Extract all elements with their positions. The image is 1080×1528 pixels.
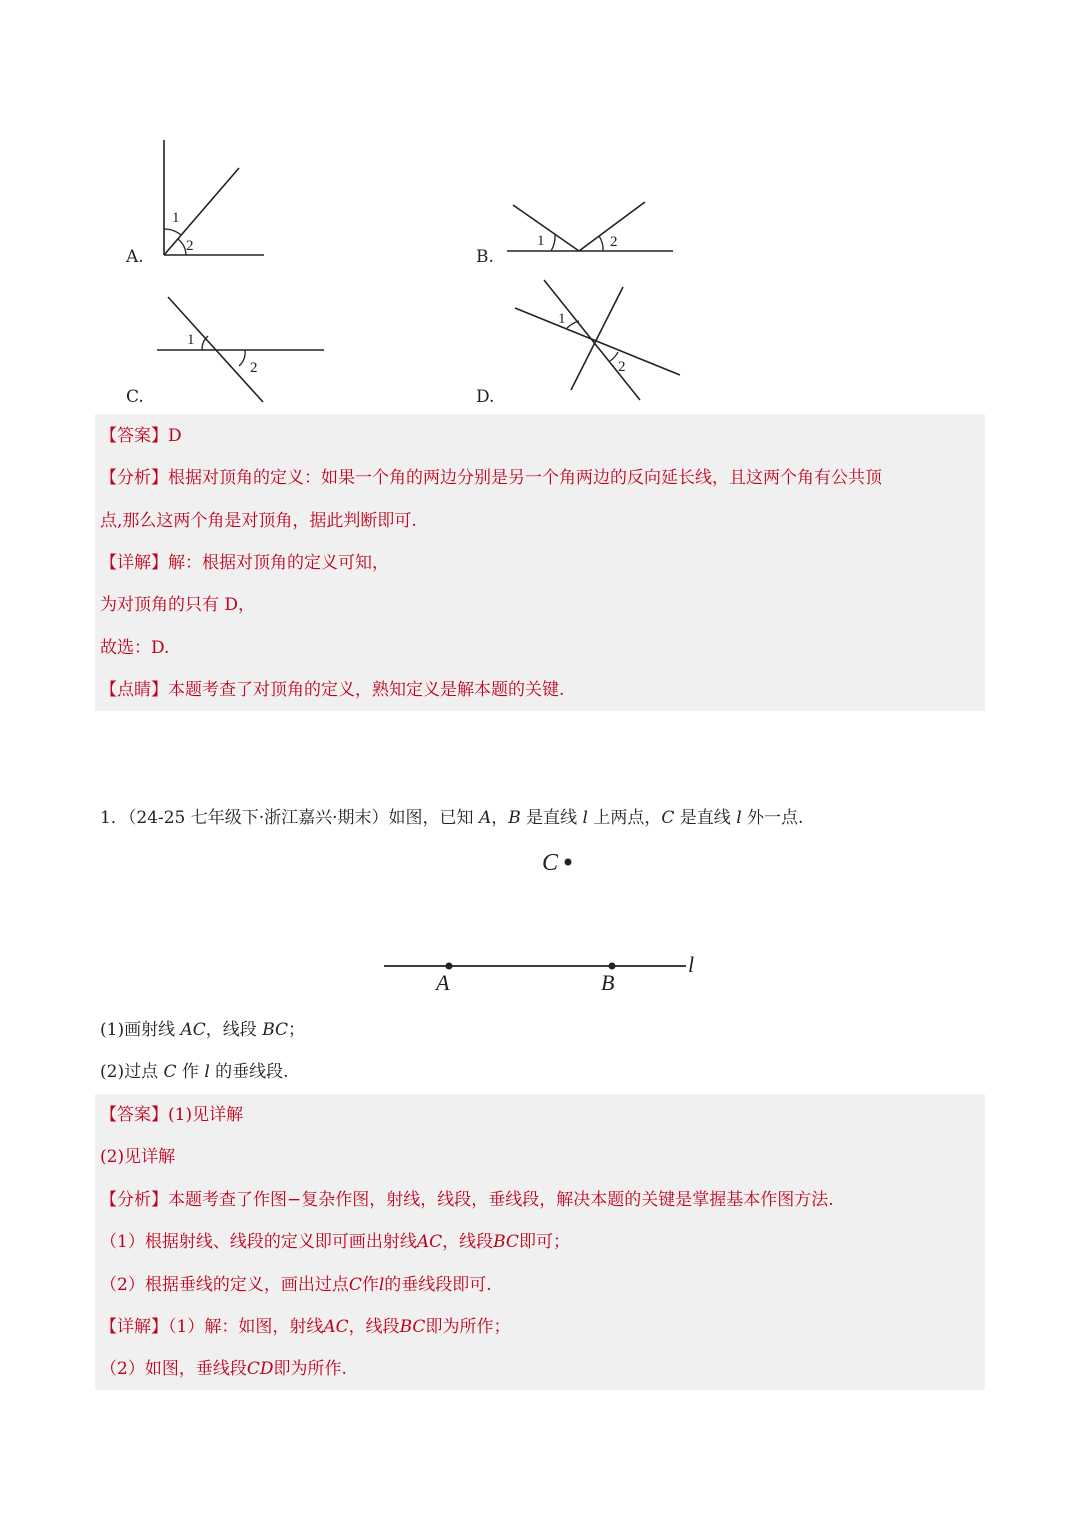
q0-analysis-line-1 [100, 467, 882, 489]
option-a-angle2: 2 [186, 238, 194, 254]
option-c-label: C. [126, 387, 144, 407]
q1-source: （24-25 七年级下·浙江嘉兴·期末） [127, 808, 389, 828]
part1-bc: BC [262, 1020, 289, 1040]
q1-detail-1c: 即为所作； [425, 1317, 511, 1337]
q1-stem-B: B [508, 808, 521, 828]
q0-analysis-line-2: 点,那么这两个角是对顶角，据此判断即可. [100, 511, 417, 531]
point-b [609, 963, 616, 970]
q1-analysis-2-bc: BC [493, 1232, 519, 1252]
option-b-angle1: 1 [537, 233, 545, 249]
q1-answer-line-1 [100, 1104, 243, 1126]
answer-text: D [168, 426, 182, 446]
q1-answer-line-2: (2)见详解 [100, 1147, 176, 1167]
part2-l: l [204, 1062, 210, 1082]
q1-detail-line-1 [100, 1316, 510, 1338]
q1-stem-C: C [661, 808, 675, 828]
part2-prefix: (2)过点 [100, 1062, 164, 1082]
option-c-figure [150, 292, 330, 407]
part1-end: ； [288, 1020, 306, 1040]
line-l-label: l [688, 952, 695, 977]
q1-stem-l: l [582, 808, 588, 828]
q1-analysis-tag: 【分析】 [100, 1190, 168, 1210]
q1-detail-1a: （1）解：如图，射线 [168, 1317, 324, 1337]
q1-number: 1． [100, 808, 128, 828]
point-b-label: B [601, 970, 615, 995]
q1-stem-text-2: 是直线 [520, 808, 583, 828]
q1-detail-2-cd: CD [246, 1359, 274, 1379]
option-a-figure [150, 135, 275, 260]
q1-stem-A: A [478, 808, 492, 828]
part1-prefix: (1)画射线 [100, 1020, 181, 1040]
q1-analysis-1: 本题考查了作图−复杂作图，射线，线段，垂线段，解决本题的关键是掌握基本作图方法. [168, 1190, 834, 1210]
option-a-angle1: 1 [172, 210, 180, 226]
q1-detail-tag: 【详解】 [100, 1317, 168, 1337]
q1-analysis-3a: （2）根据垂线的定义，画出过点 [100, 1275, 349, 1295]
q1-analysis-2-ac: AC [416, 1232, 443, 1252]
q1-analysis-2b: ，线段 [442, 1232, 494, 1252]
part2-end: 的垂线段. [209, 1062, 289, 1082]
q1-stem-text-1: 如图，已知 [388, 808, 479, 828]
q0-detail-line-3: 故选：D. [100, 638, 170, 658]
option-b-angle2: 2 [610, 234, 618, 250]
answer-tag: 【答案】 [100, 426, 168, 446]
q1-analysis-line-2 [100, 1231, 570, 1253]
q1-detail-2b: 即为所作. [273, 1359, 347, 1379]
q1-stem [100, 807, 803, 829]
comment-tag: 【点睛】 [100, 680, 168, 700]
option-a-label: A. [126, 247, 144, 267]
q1-stem-text-3: 上两点， [587, 808, 662, 828]
option-d-label: D. [476, 387, 495, 407]
part1-mid: ，线段 [205, 1020, 263, 1040]
q1-detail-2a: （2）如图，垂线段 [100, 1359, 247, 1379]
q1-detail-1-ac: AC [323, 1317, 349, 1337]
q1-figure [370, 840, 710, 1000]
q1-part-2 [100, 1061, 289, 1083]
q1-part-1 [100, 1019, 305, 1041]
part2-mid: 作 [176, 1062, 205, 1082]
q1-detail-line-2 [100, 1358, 347, 1380]
q1-analysis-2a: （1）根据射线、线段的定义即可画出射线 [100, 1232, 417, 1252]
q0-detail-line-2: 为对顶角的只有 D， [100, 595, 256, 615]
option-b-label: B. [476, 247, 494, 267]
option-b-figure [505, 198, 680, 258]
q1-analysis-3-l: l [378, 1275, 385, 1295]
q1-stem-text-5: 外一点. [741, 808, 804, 828]
point-a-label: A [436, 970, 450, 995]
part1-ac: AC [180, 1020, 206, 1040]
q1-stem-text-4: 是直线 [674, 808, 737, 828]
q1-analysis-3-c: C [348, 1275, 362, 1295]
option-d-angle2: 2 [618, 359, 626, 375]
q1-detail-1b: ，线段 [348, 1317, 400, 1337]
q0-detail-line-1 [100, 552, 389, 574]
point-a [446, 963, 453, 970]
option-d-figure [505, 275, 685, 405]
q1-answer-1: (1)见详解 [168, 1105, 244, 1125]
option-c-angle2: 2 [250, 360, 258, 376]
q1-analysis-3c: 的垂线段即可. [384, 1275, 492, 1295]
q0-comment-line [100, 679, 564, 701]
detail-text: 解：根据对顶角的定义可知， [168, 553, 389, 573]
q1-detail-1-bc: BC [399, 1317, 426, 1337]
q1-analysis-3b: 作 [361, 1275, 379, 1295]
q1-analysis-line-1 [100, 1189, 834, 1211]
analysis-text: 根据对顶角的定义：如果一个角的两边分别是另一个角两边的反向延长线，且这两个角有公共顶 [168, 468, 882, 488]
q1-analysis-2c: 即可； [518, 1232, 570, 1252]
q1-stem-comma: ， [491, 808, 509, 828]
analysis-tag: 【分析】 [100, 468, 168, 488]
comment-text: 本题考查了对顶角的定义，熟知定义是解本题的关键. [168, 680, 565, 700]
q0-answer-line [100, 425, 182, 447]
point-c [565, 859, 572, 866]
q1-answer-tag: 【答案】 [100, 1105, 168, 1125]
option-c-angle1: 1 [187, 332, 195, 348]
detail-tag: 【详解】 [100, 553, 168, 573]
option-d-angle1: 1 [558, 311, 566, 327]
part2-c: C [163, 1062, 177, 1082]
point-c-label: C [542, 850, 559, 876]
q1-stem-l-2: l [736, 808, 742, 828]
q1-analysis-line-3 [100, 1274, 492, 1296]
